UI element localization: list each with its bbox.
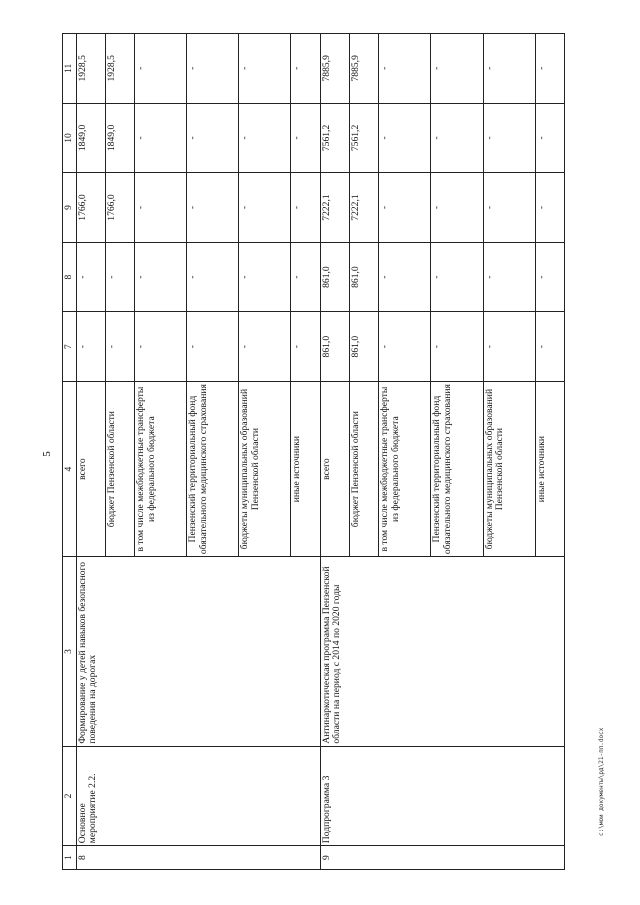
header-cell: 7 <box>63 312 77 382</box>
page-number: 5 <box>40 451 53 457</box>
value-cell: - <box>135 103 187 173</box>
value-cell: 1849,0 <box>76 103 105 173</box>
header-cell: 3 <box>63 557 77 746</box>
funding-source-label: иные источники <box>291 381 320 556</box>
funding-source-label: бюджеты муниципальных образований Пензенской области <box>483 381 535 556</box>
funding-source-label: бюджеты муниципальных образований Пензенской области <box>239 381 291 556</box>
value-cell: - <box>135 312 187 382</box>
value-cell: 7885,9 <box>350 34 379 104</box>
funding-source-label: Пензенский территориальный фонд обязательного медицинского страхования <box>431 381 483 556</box>
value-cell: 1766,0 <box>76 173 105 243</box>
value-cell: - <box>379 103 431 173</box>
value-cell: 7222,1 <box>350 173 379 243</box>
value-cell: 1928,5 <box>76 34 105 104</box>
value-cell: - <box>187 173 239 243</box>
value-cell: - <box>105 242 134 312</box>
header-cell: 8 <box>63 242 77 312</box>
row-number: 8 <box>76 846 320 870</box>
item-title: Антинаркотическая программа Пензенской области на период с 2014 по 2020 годы <box>320 557 564 746</box>
value-cell: 7222,1 <box>320 173 349 243</box>
value-cell: - <box>431 312 483 382</box>
value-cell: - <box>105 312 134 382</box>
value-cell: 1928,5 <box>105 34 134 104</box>
file-path: c:\мои документы\рд\21-пп.docx <box>598 727 605 836</box>
value-cell: - <box>135 34 187 104</box>
value-cell: - <box>535 103 564 173</box>
value-cell: - <box>239 103 291 173</box>
value-cell: - <box>76 312 105 382</box>
table-body <box>76 34 564 870</box>
table-row <box>320 34 349 870</box>
value-cell: 1766,0 <box>105 173 134 243</box>
funding-source-label: Пензенский территориальный фонд обязательного медицинского страхования <box>187 381 239 556</box>
funding-source-label: в том числе межбюджетные трансферты из федерального бюджета <box>135 381 187 556</box>
row-number: 9 <box>320 846 564 870</box>
value-cell: - <box>291 173 320 243</box>
value-cell: - <box>431 103 483 173</box>
value-cell: - <box>535 242 564 312</box>
value-cell: - <box>483 242 535 312</box>
value-cell: - <box>135 242 187 312</box>
value-cell: - <box>239 312 291 382</box>
value-cell: - <box>483 103 535 173</box>
funding-source-label: в том числе межбюджетные трансферты из федерального бюджета <box>379 381 431 556</box>
funding-source-label: всего <box>320 381 349 556</box>
value-cell: - <box>483 312 535 382</box>
value-cell: - <box>535 34 564 104</box>
item-title: Формирование у детей навыков безопасного поведения на дорогах <box>76 557 320 746</box>
value-cell: - <box>535 173 564 243</box>
value-cell: - <box>431 242 483 312</box>
value-cell: - <box>187 242 239 312</box>
value-cell: - <box>483 34 535 104</box>
value-cell: - <box>379 173 431 243</box>
value-cell: - <box>76 242 105 312</box>
funding-source-label: бюджет Пензенской области <box>350 381 379 556</box>
value-cell: - <box>379 242 431 312</box>
value-cell: 7885,9 <box>320 34 349 104</box>
value-cell: - <box>291 312 320 382</box>
funding-source-label: всего <box>76 381 105 556</box>
value-cell: 861,0 <box>350 312 379 382</box>
header-row <box>63 34 77 870</box>
value-cell: - <box>431 173 483 243</box>
header-cell: 2 <box>63 746 77 846</box>
item-code: Основное мероприятие 2.2. <box>76 746 320 846</box>
value-cell: 861,0 <box>320 312 349 382</box>
value-cell: 1849,0 <box>105 103 134 173</box>
funding-source-label: иные источники <box>535 381 564 556</box>
value-cell: - <box>239 173 291 243</box>
rotated-table-wrapper <box>62 33 565 870</box>
value-cell: 861,0 <box>350 242 379 312</box>
value-cell: - <box>291 34 320 104</box>
header-cell: 1 <box>63 846 77 870</box>
value-cell: - <box>291 103 320 173</box>
header-cell: 9 <box>63 173 77 243</box>
value-cell: 7561,2 <box>320 103 349 173</box>
value-cell: - <box>483 173 535 243</box>
value-cell: - <box>239 242 291 312</box>
value-cell: - <box>187 103 239 173</box>
item-code: Подпрограмма 3 <box>320 746 564 846</box>
value-cell: - <box>535 312 564 382</box>
value-cell: - <box>379 34 431 104</box>
value-cell: - <box>379 312 431 382</box>
table-row <box>76 34 105 870</box>
header-cell: 4 <box>63 381 77 556</box>
header-cell: 11 <box>63 34 77 104</box>
funding-source-label: бюджет Пензенской области <box>105 381 134 556</box>
value-cell: - <box>135 173 187 243</box>
budget-table <box>62 33 565 870</box>
value-cell: - <box>239 34 291 104</box>
value-cell: - <box>187 34 239 104</box>
value-cell: 7561,2 <box>350 103 379 173</box>
value-cell: - <box>431 34 483 104</box>
header-cell: 10 <box>63 103 77 173</box>
value-cell: - <box>187 312 239 382</box>
value-cell: - <box>291 242 320 312</box>
value-cell: 861,0 <box>320 242 349 312</box>
